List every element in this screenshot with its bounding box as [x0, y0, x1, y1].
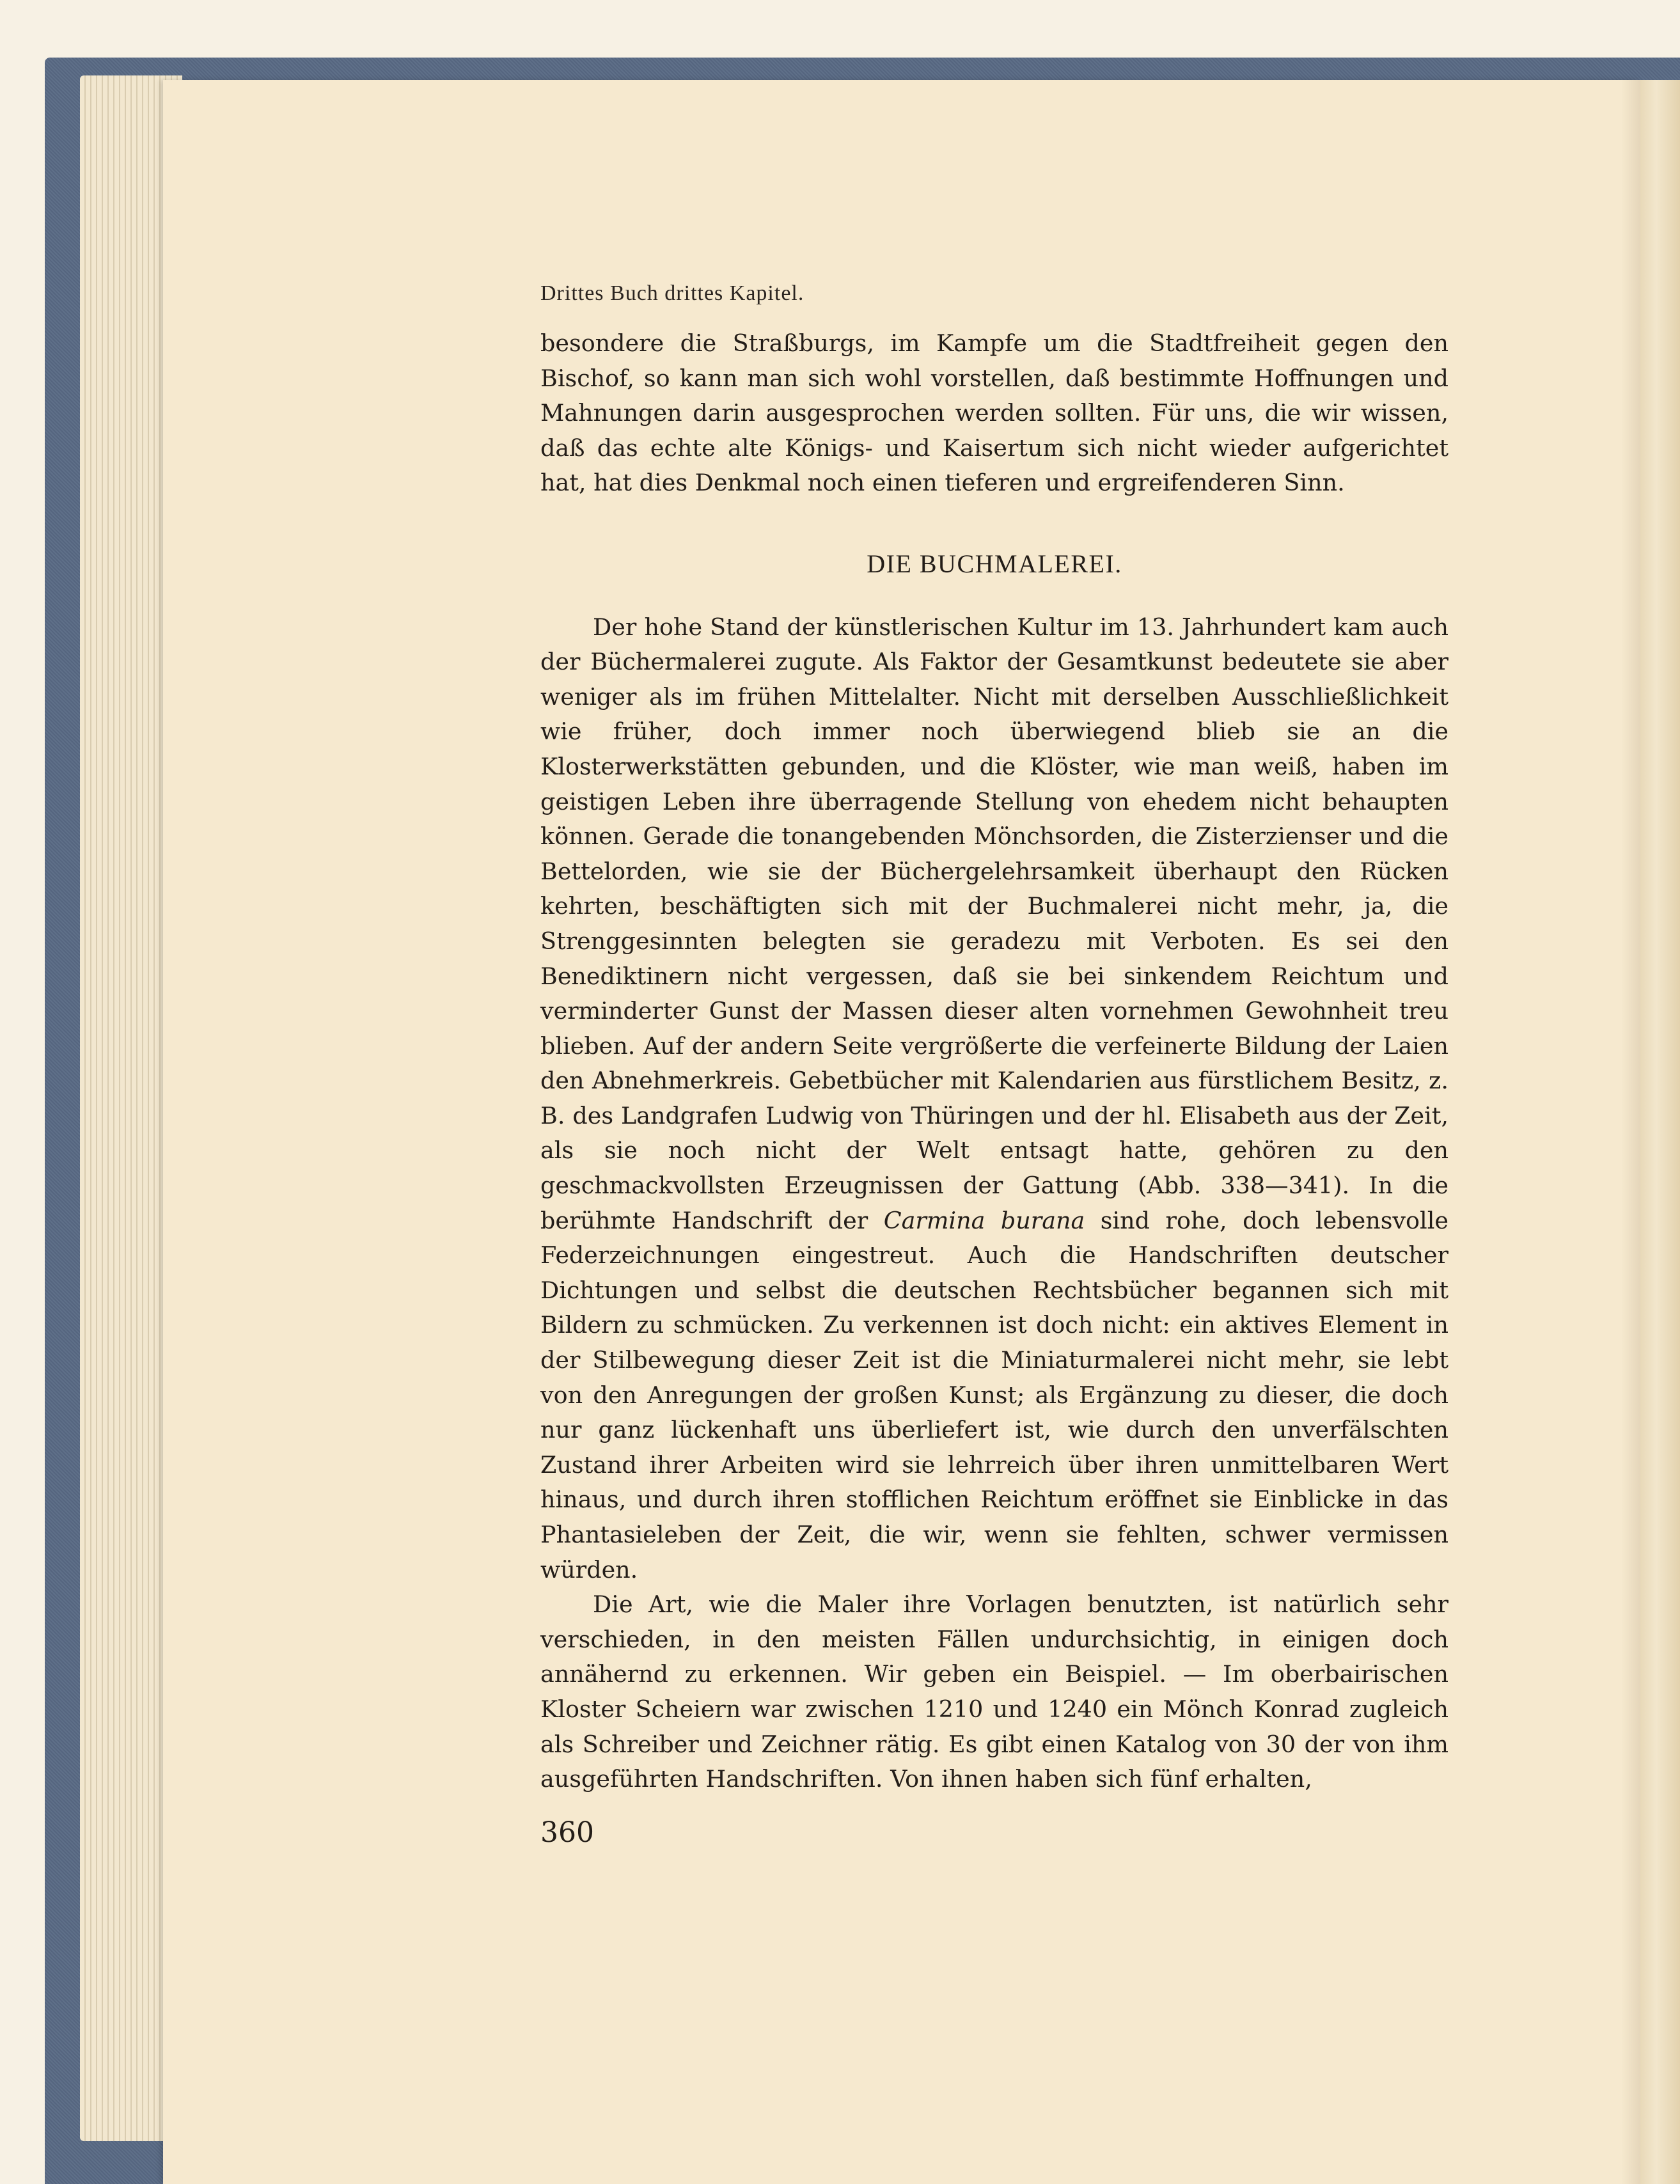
page-number: 360 [540, 1816, 594, 1849]
facing-page-edge [1640, 80, 1680, 2184]
paragraph-2: Die Art, wie die Maler ihre Vorlagen benutzten, ist natürlich sehr verschieden, in den meisten Fällen undurchsichtig, in einigen doch annähernd zu erkennen. Wir geben ein Beispiel. — Im oberbairischen Kloster Scheiern war zwischen 1210 und 1240 ein Mönch Konrad zugleich als Schreiber und Zeichner rätig. Es gibt einen Katalog von 30 der von ihm ausgeführten Handschriften. Von ihnen haben sich fünf erhalten, [540, 1591, 1448, 1793]
section-heading: DIE BUCHMALEREI. [867, 549, 1122, 578]
italic-title: Carmina burana [883, 1206, 1085, 1234]
paragraph-1-text-a: Der hohe Stand der künstlerischen Kultur im 13. Jahrhundert kam auch der Büchermalerei zugute. Als Faktor der Gesamtkunst bedeutete sie aber weniger als im frühen Mittelalter. Nicht mit derselben Ausschließlichkeit wie früher, doch immer noch überwiegend blieb sie an die Klosterwerkstätten gebunden, und die Klöster, wie man weiß, haben im geistigen Leben ihre überragende Stellung von ehedem nicht behaupten können. Gerade die tonangebenden Mönchsorden, die Zisterzienser und die Bettelorden, wie sie der Büchergelehrsamkeit überhaupt den Rücken kehrten, beschäftigten sich mit der Buchmalerei nicht mehr, ja, die Strenggesinnten belegten sie geradezu mit Verboten. Es sei den Benediktinern nicht vergessen, daß sie bei sinkendem Reichtum und verminderter Gunst der Massen dieser alten vornehmen Gewohnheit treu blieben. Auf der andern Seite vergrößerte die verfeinerte Bildung der Laien den Abnehmerkreis. Gebetbücher mit Kalendarien aus fürstlichem Besitz, z. B. des Landgrafen Ludwig von Thüringen und der hl. Elisabeth aus der Zeit, als sie noch nicht der Welt entsagt hatte, gehören zu den geschmackvollsten Erzeugnissen der Gattung (Abb. 338—341). In die berühmte Handschrift der [540, 613, 1448, 1234]
paragraph-1-text-b: sind rohe, doch lebensvolle Federzeichnungen eingestreut. Auch die Handschriften deutscher Dichtungen und selbst die deutschen Rechtsbücher begannen sich mit Bildern zu schmücken. Zu verkennen ist doch nicht: ein aktives Element in der Stilbewegung dieser Zeit ist die Miniaturmalerei nicht mehr, sie lebt von den Anregungen der großen Kunst; als Ergänzung zu dieser, die doch nur ganz lückenhaft uns überliefert ist, wie durch den unverfälschten Zustand ihrer Arbeiten wird sie lehrreich über ihren unmittelbaren Wert hinaus, und durch ihren stofflichen Reichtum eröffnet sie Einblicke in das Phantasieleben der Zeit, die wir, wenn sie fehlten, schwer vermissen würden. [540, 1206, 1448, 1583]
running-head: Drittes Buch drittes Kapitel. [540, 281, 805, 305]
body-text [540, 326, 1448, 1797]
intro-paragraph: besondere die Straßburgs, im Kampfe um die Stadtfreiheit gegen den Bischof, so kann man sich wohl vorstellen, daß bestimmte Hoffnungen und Mahnungen darin ausgesprochen werden sollten. Für uns, die wir wissen, daß das echte alte Königs- und Kaisertum sich nicht wieder aufgerichtet hat, hat dies Denkmal noch einen tieferen und ergreifenderen Sinn. [540, 329, 1448, 497]
paragraph-1 [540, 610, 1448, 1588]
